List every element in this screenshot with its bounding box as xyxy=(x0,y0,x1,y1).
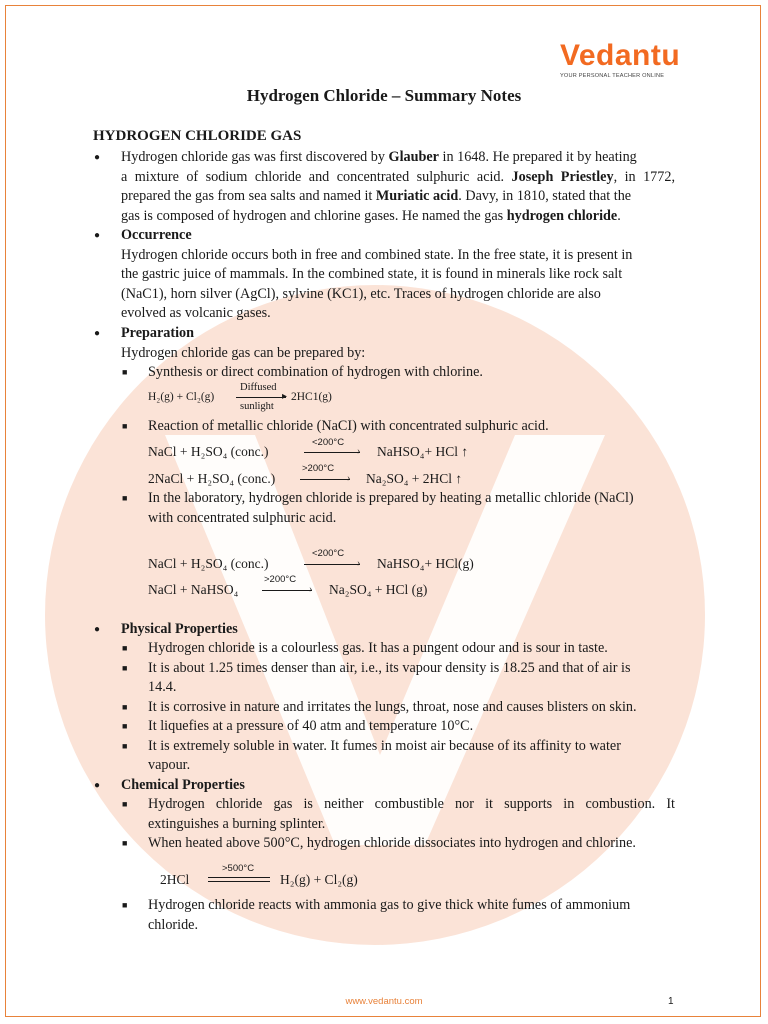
occurrence-line-2: the gastric juice of mammals. In the combined state, it is found in minerals like rock salt xyxy=(121,266,623,282)
arrow-head-icon: › xyxy=(309,584,313,595)
physical-heading: Physical Properties xyxy=(121,621,238,637)
square-bullet-icon: ■ xyxy=(122,799,128,809)
square-bullet-icon: ■ xyxy=(122,643,128,653)
equation-5-condition: >200°C xyxy=(264,574,297,585)
equation-1-condition-top: Diffused xyxy=(240,382,277,393)
preparation-intro: Hydrogen chloride gas can be prepared by: xyxy=(121,344,366,361)
arrow-head-icon: › xyxy=(347,473,351,484)
square-bullet-icon: ■ xyxy=(122,701,128,712)
logo-wordmark: Vedantu xyxy=(560,39,681,72)
physical-item-5-line-1: It is extremely soluble in water. It fumes in moist air because of its affinity to water xyxy=(148,737,621,754)
preparation-heading: Preparation xyxy=(121,325,195,341)
square-bullet-icon: ■ xyxy=(122,740,128,751)
arrow-head-icon: › xyxy=(357,558,361,569)
equation-6-forward-arrow xyxy=(208,877,270,878)
bullet-icon: ● xyxy=(94,230,101,241)
equation-2-products: NaHSO₄+ HCl ↑ xyxy=(377,444,469,459)
equation-3-condition: >200°C xyxy=(302,463,335,474)
equation-3-products: Na₂SO₄ + 2HCl ↑ xyxy=(366,471,463,486)
chemical-item-1-line-2: extinguishes a burning splinter. xyxy=(148,815,326,832)
page-title: Hydrogen Chloride – Summary Notes xyxy=(246,86,522,105)
equation-1-condition-bottom: sunlight xyxy=(240,401,274,412)
vedantu-logo[interactable] xyxy=(560,39,681,79)
square-bullet-icon: ■ xyxy=(122,493,128,503)
equation-4-reactants: NaCl + H₂SO₄ (conc.) xyxy=(148,556,269,571)
square-bullet-icon: ■ xyxy=(122,421,128,431)
chemical-item-3-line-2: chloride. xyxy=(148,916,199,933)
physical-item-2-line-2: 14.4. xyxy=(148,679,177,695)
preparation-item-3-line-2: with concentrated sulphuric acid. xyxy=(148,509,337,526)
intro-line-2: a mixture of sodium chloride and concentrated sulphuric acid. Joseph Priestley, in 1772, xyxy=(121,168,675,185)
equation-1-arrow xyxy=(236,397,286,398)
square-bullet-icon: ■ xyxy=(122,662,128,673)
equation-5-reactants: NaCl + NaHSO₄ xyxy=(148,582,239,597)
equation-5-arrow xyxy=(262,590,312,591)
logo-tagline: YOUR PERSONAL TEACHER ONLINE xyxy=(560,73,665,79)
physical-item-5-line-2: vapour. xyxy=(148,757,191,773)
arrow-head-icon: ▸ xyxy=(282,391,288,402)
square-bullet-icon: ■ xyxy=(122,900,128,910)
equation-1-reactants: H₂(g) + Cl₂(g) xyxy=(148,391,215,403)
equation-4-condition: <200°C xyxy=(312,548,345,559)
chemical-heading: Chemical Properties xyxy=(121,777,245,793)
physical-item-3: It is corrosive in nature and irritates the lungs, throat, nose and causes blisters on skin. xyxy=(148,698,637,715)
physical-item-4: It liquefies at a pressure of 40 atm and temperature 10°C. xyxy=(148,718,474,734)
bullet-icon: ● xyxy=(94,328,101,339)
equation-4-products: NaHSO₄+ HCl(g) xyxy=(377,556,474,571)
chemical-item-3-line-1: Hydrogen chloride reacts with ammonia gas to give thick white fumes of ammonium xyxy=(148,897,631,913)
physical-item-2-line-1: It is about 1.25 times denser than air, i.e., its vapour density is 18.25 and that of air is xyxy=(148,659,631,676)
page-number: 1 xyxy=(668,996,674,1007)
occurrence-line-3: (NaC1), horn silver (AgCl), sylvine (KC1), etc. Traces of hydrogen chloride are also xyxy=(121,285,601,302)
equation-2-condition: <200°C xyxy=(312,437,345,448)
equation-6-reverse-arrow xyxy=(208,881,270,882)
equation-2-arrow xyxy=(304,452,360,453)
equation-5-products: Na₂SO₄ + HCl (g) xyxy=(329,582,428,597)
square-bullet-icon: ■ xyxy=(122,367,128,377)
occurrence-heading: Occurrence xyxy=(121,227,192,243)
bullet-icon: ● xyxy=(94,624,101,635)
physical-item-1: Hydrogen chloride is a colourless gas. It has a pungent odour and is sour in taste. xyxy=(148,640,608,656)
footer-url-link[interactable]: www.vedantu.com xyxy=(345,996,423,1007)
square-bullet-icon: ■ xyxy=(122,838,128,848)
equation-6-condition: >500°C xyxy=(222,863,255,874)
intro-line-1: Hydrogen chloride gas was first discovered by Glauber in 1648. He prepared it by heating xyxy=(121,149,637,165)
chemical-item-2: When heated above 500°C, hydrogen chloride dissociates into hydrogen and chlorine. xyxy=(148,835,636,851)
equation-3-reactants: 2NaCl + H₂SO₄ (conc.) xyxy=(148,471,276,486)
bullet-icon: ● xyxy=(94,780,101,791)
equation-6-products: H₂(g) + Cl₂(g) xyxy=(280,872,358,887)
preparation-item-1: Synthesis or direct combination of hydrogen with chlorine. xyxy=(148,364,483,380)
equation-6-reactants: 2HCl xyxy=(160,872,190,887)
occurrence-line-4: evolved as volcanic gases. xyxy=(121,305,271,321)
equation-2-reactants: NaCl + H₂SO₄ (conc.) xyxy=(148,444,269,459)
intro-line-4: gas is composed of hydrogen and chlorine gases. He named the gas hydrogen chloride. xyxy=(121,207,621,224)
bullet-icon: ● xyxy=(94,152,101,163)
equation-1-products: 2HC1(g) xyxy=(291,391,332,403)
preparation-item-2: Reaction of metallic chloride (NaCI) with concentrated sulphuric acid. xyxy=(148,418,549,434)
chemical-item-1-line-1: Hydrogen chloride gas is neither combustible nor it supports in combustion. It xyxy=(148,796,675,812)
section-title: HYDROGEN CHLORIDE GAS xyxy=(93,128,302,144)
intro-line-3: prepared the gas from sea salts and named it Muriatic acid. Davy, in 1810, stated that the xyxy=(121,188,632,204)
occurrence-line-1: Hydrogen chloride occurs both in free and combined state. In the free state, it is present in xyxy=(121,246,633,263)
arrow-head-icon: › xyxy=(357,446,361,457)
equation-3-arrow xyxy=(300,479,350,480)
preparation-item-3-line-1: In the laboratory, hydrogen chloride is prepared by heating a metallic chloride (NaCl) xyxy=(148,490,634,506)
equation-4-arrow xyxy=(304,564,360,565)
square-bullet-icon: ■ xyxy=(122,721,128,731)
